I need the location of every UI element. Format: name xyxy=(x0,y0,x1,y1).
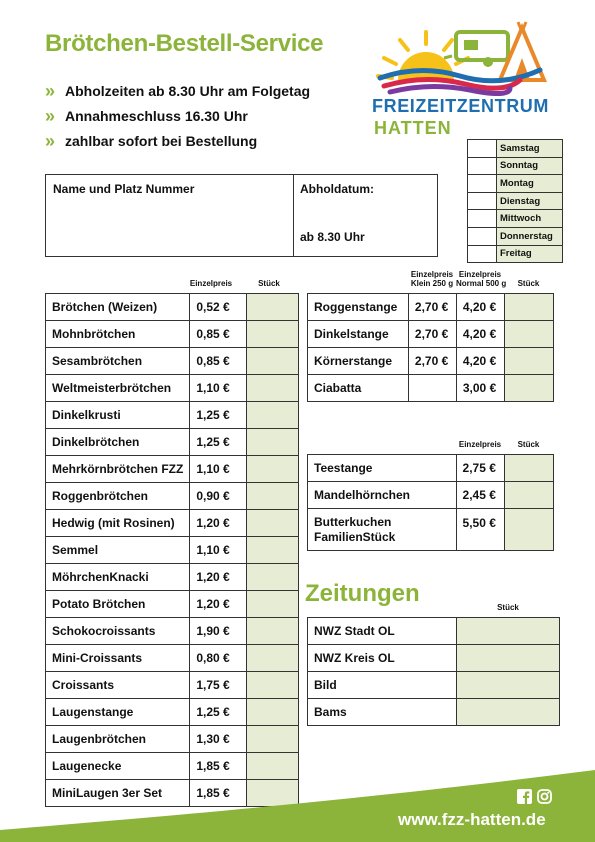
day-row xyxy=(468,192,563,210)
product-price: 1,85 € xyxy=(190,753,247,780)
bullet-text: zahlbar sofort bei Bestellung xyxy=(65,132,258,149)
quantity-field[interactable] xyxy=(504,294,553,321)
right1-qty-header: Stück xyxy=(517,279,540,288)
product-name: MiniLaugen 3er Set xyxy=(46,780,190,807)
website-url[interactable]: www.fzz-hatten.de xyxy=(398,810,546,829)
small-price-header: Einzelpreis Klein 250 g xyxy=(410,270,454,288)
day-label: Sonntag xyxy=(497,157,563,175)
normal-price-header: Einzelpreis Normal 500 g xyxy=(456,270,507,288)
product-price: 0,85 € xyxy=(190,348,247,375)
newspaper-name: NWZ Kreis OL xyxy=(308,645,457,672)
day-row xyxy=(468,210,563,228)
product-price: 5,50 € xyxy=(456,509,504,551)
table-row xyxy=(46,348,299,375)
product-name: Mini-Croissants xyxy=(46,645,190,672)
product-price-small: 2,70 € xyxy=(408,294,456,321)
caravan-icon xyxy=(444,32,508,67)
table-row xyxy=(46,537,299,564)
day-label: Donnerstag xyxy=(497,227,563,245)
pickup-date-label: Abholdatum: xyxy=(300,182,374,196)
table-row xyxy=(308,321,554,348)
name-field[interactable] xyxy=(46,175,294,256)
product-name: Körnerstange xyxy=(308,348,409,375)
pickup-time-label: ab 8.30 Uhr xyxy=(300,230,365,244)
table-row xyxy=(46,618,299,645)
table-row xyxy=(308,509,554,551)
bullet-item xyxy=(45,128,375,153)
quantity-field[interactable] xyxy=(504,455,553,482)
bullet-item xyxy=(45,78,375,103)
quantity-field[interactable] xyxy=(456,699,559,726)
quantity-field[interactable] xyxy=(246,510,298,537)
product-name: Semmel xyxy=(46,537,190,564)
product-name: Roggenbrötchen xyxy=(46,483,190,510)
chevron-icon: » xyxy=(45,105,56,126)
newspapers-qty-header: Stück xyxy=(497,603,519,612)
quantity-field[interactable] xyxy=(504,482,553,509)
bread-rolls-table xyxy=(45,293,299,807)
day-row xyxy=(468,157,563,175)
product-name: Hedwig (mit Rosinen) xyxy=(46,510,190,537)
product-name: Laugenecke xyxy=(46,753,190,780)
product-price-normal: 4,20 € xyxy=(456,294,504,321)
product-name: Roggenstange xyxy=(308,294,409,321)
logo-sub: HATTEN xyxy=(374,118,452,138)
chevron-icon: » xyxy=(45,80,56,101)
logo-name: FREIZEITZENTRUM xyxy=(372,96,549,116)
product-price: 1,30 € xyxy=(190,726,247,753)
product-name: Potato Brötchen xyxy=(46,591,190,618)
table-row xyxy=(308,645,560,672)
bullet-item xyxy=(45,103,375,128)
product-price: 0,90 € xyxy=(190,483,247,510)
day-checkbox[interactable] xyxy=(468,245,497,263)
product-price: 1,25 € xyxy=(190,429,247,456)
product-price: 0,80 € xyxy=(190,645,247,672)
info-bullets xyxy=(45,78,375,153)
bread-sticks-table xyxy=(307,293,554,402)
day-checkbox[interactable] xyxy=(468,210,497,228)
quantity-field[interactable] xyxy=(246,402,298,429)
quantity-field[interactable] xyxy=(246,699,298,726)
table-row xyxy=(308,699,560,726)
day-row xyxy=(468,175,563,193)
table-row xyxy=(46,672,299,699)
order-info-box xyxy=(45,174,438,257)
product-name: Mandelhörnchen xyxy=(308,482,457,509)
product-price: 2,75 € xyxy=(456,455,504,482)
product-name: Dinkelbrötchen xyxy=(46,429,190,456)
quantity-field[interactable] xyxy=(246,537,298,564)
pickup-day-checklist xyxy=(467,139,563,263)
day-row xyxy=(468,245,563,263)
product-price: 1,20 € xyxy=(190,510,247,537)
day-label: Dienstag xyxy=(497,192,563,210)
quantity-field[interactable] xyxy=(246,672,298,699)
table-row xyxy=(46,564,299,591)
table-row xyxy=(308,618,560,645)
product-price: 1,20 € xyxy=(190,564,247,591)
table-row xyxy=(46,645,299,672)
quantity-field[interactable] xyxy=(246,348,298,375)
right2-price-header: Einzelpreis xyxy=(458,440,502,449)
quantity-field[interactable] xyxy=(246,456,298,483)
day-label: Montag xyxy=(497,175,563,193)
table-row xyxy=(46,294,299,321)
table-row xyxy=(46,321,299,348)
quantity-field[interactable] xyxy=(456,618,559,645)
table-row xyxy=(308,482,554,509)
product-price: 0,85 € xyxy=(190,321,247,348)
table-row xyxy=(308,672,560,699)
product-price: 1,25 € xyxy=(190,402,247,429)
table-row xyxy=(46,483,299,510)
product-price: 0,52 € xyxy=(190,294,247,321)
product-name: Mohnbrötchen xyxy=(46,321,190,348)
product-price-small xyxy=(408,375,456,402)
quantity-field[interactable] xyxy=(246,645,298,672)
quantity-field[interactable] xyxy=(246,375,298,402)
product-price: 1,10 € xyxy=(190,537,247,564)
facebook-icon[interactable] xyxy=(517,789,532,804)
pastries-table xyxy=(307,454,554,551)
product-price-small: 2,70 € xyxy=(408,348,456,375)
quantity-field[interactable] xyxy=(504,348,553,375)
newspaper-name: NWZ Stadt OL xyxy=(308,618,457,645)
product-price: 2,45 € xyxy=(456,482,504,509)
table-row xyxy=(308,375,554,402)
product-name: Weltmeisterbrötchen xyxy=(46,375,190,402)
table-row xyxy=(308,294,554,321)
bullet-text: Abholzeiten ab 8.30 Uhr am Folgetag xyxy=(65,82,311,99)
day-row xyxy=(468,140,563,158)
product-name: Laugenbrötchen xyxy=(46,726,190,753)
pickup-date-field[interactable] xyxy=(294,175,437,256)
product-name: Brötchen (Weizen) xyxy=(46,294,190,321)
page-title: Brötchen-Bestell-Service xyxy=(45,30,324,57)
quantity-field[interactable] xyxy=(246,591,298,618)
table-row xyxy=(46,699,299,726)
table-row xyxy=(308,455,554,482)
product-name: Sesambrötchen xyxy=(46,348,190,375)
quantity-field[interactable] xyxy=(246,726,298,753)
day-checkbox[interactable] xyxy=(468,157,497,175)
table-row xyxy=(46,591,299,618)
waves-icon xyxy=(380,70,540,94)
quantity-field[interactable] xyxy=(246,618,298,645)
product-price: 1,85 € xyxy=(190,780,247,807)
product-name: Schokocroissants xyxy=(46,618,190,645)
day-checkbox[interactable] xyxy=(468,192,497,210)
right2-qty-header: Stück xyxy=(517,440,540,449)
product-price-normal: 4,20 € xyxy=(456,321,504,348)
table-row xyxy=(46,429,299,456)
social-icons xyxy=(517,789,552,804)
day-label: Samstag xyxy=(497,140,563,158)
product-price-normal: 3,00 € xyxy=(456,375,504,402)
quantity-field[interactable] xyxy=(246,564,298,591)
chevron-icon: » xyxy=(45,130,56,151)
quantity-field[interactable] xyxy=(246,483,298,510)
table-row xyxy=(46,510,299,537)
table-row xyxy=(46,402,299,429)
day-label: Freitag xyxy=(497,245,563,263)
product-name: Butterkuchen FamilienStück xyxy=(308,509,457,551)
product-price: 1,10 € xyxy=(190,456,247,483)
quantity-field[interactable] xyxy=(504,509,553,551)
day-row xyxy=(468,227,563,245)
left-qty-header: Stück xyxy=(258,279,280,288)
product-price-normal: 4,20 € xyxy=(456,348,504,375)
product-name: Ciabatta xyxy=(308,375,409,402)
newspapers-title: Zeitungen xyxy=(305,580,420,607)
product-price: 1,25 € xyxy=(190,699,247,726)
day-label: Mittwoch xyxy=(497,210,563,228)
bullet-text: Annahmeschluss 16.30 Uhr xyxy=(65,107,248,124)
product-name: Laugenstange xyxy=(46,699,190,726)
product-price: 1,10 € xyxy=(190,375,247,402)
product-price: 1,75 € xyxy=(190,672,247,699)
day-checkbox[interactable] xyxy=(468,227,497,245)
product-price-small: 2,70 € xyxy=(408,321,456,348)
newspaper-name: Bild xyxy=(308,672,457,699)
table-row xyxy=(46,375,299,402)
product-name: Mehrkörnbrötchen FZZ xyxy=(46,456,190,483)
quantity-field[interactable] xyxy=(456,645,559,672)
instagram-icon[interactable] xyxy=(537,789,552,804)
product-price: 1,20 € xyxy=(190,591,247,618)
day-checkbox[interactable] xyxy=(468,175,497,193)
day-checkbox[interactable] xyxy=(468,140,497,158)
product-name: MöhrchenKnacki xyxy=(46,564,190,591)
name-label: Name und Platz Nummer xyxy=(53,182,195,196)
left-price-header: Einzelpreis xyxy=(189,279,233,288)
table-row xyxy=(46,726,299,753)
quantity-field[interactable] xyxy=(456,672,559,699)
quantity-field[interactable] xyxy=(246,429,298,456)
product-name: Croissants xyxy=(46,672,190,699)
newspaper-name: Bams xyxy=(308,699,457,726)
table-row xyxy=(308,348,554,375)
product-name: Dinkelkrusti xyxy=(46,402,190,429)
quantity-field[interactable] xyxy=(504,375,553,402)
newspapers-table xyxy=(307,617,560,726)
quantity-field[interactable] xyxy=(246,321,298,348)
table-row xyxy=(46,456,299,483)
product-name: Dinkelstange xyxy=(308,321,409,348)
product-price: 1,90 € xyxy=(190,618,247,645)
quantity-field[interactable] xyxy=(504,321,553,348)
quantity-field[interactable] xyxy=(246,294,298,321)
product-name: Teestange xyxy=(308,455,457,482)
